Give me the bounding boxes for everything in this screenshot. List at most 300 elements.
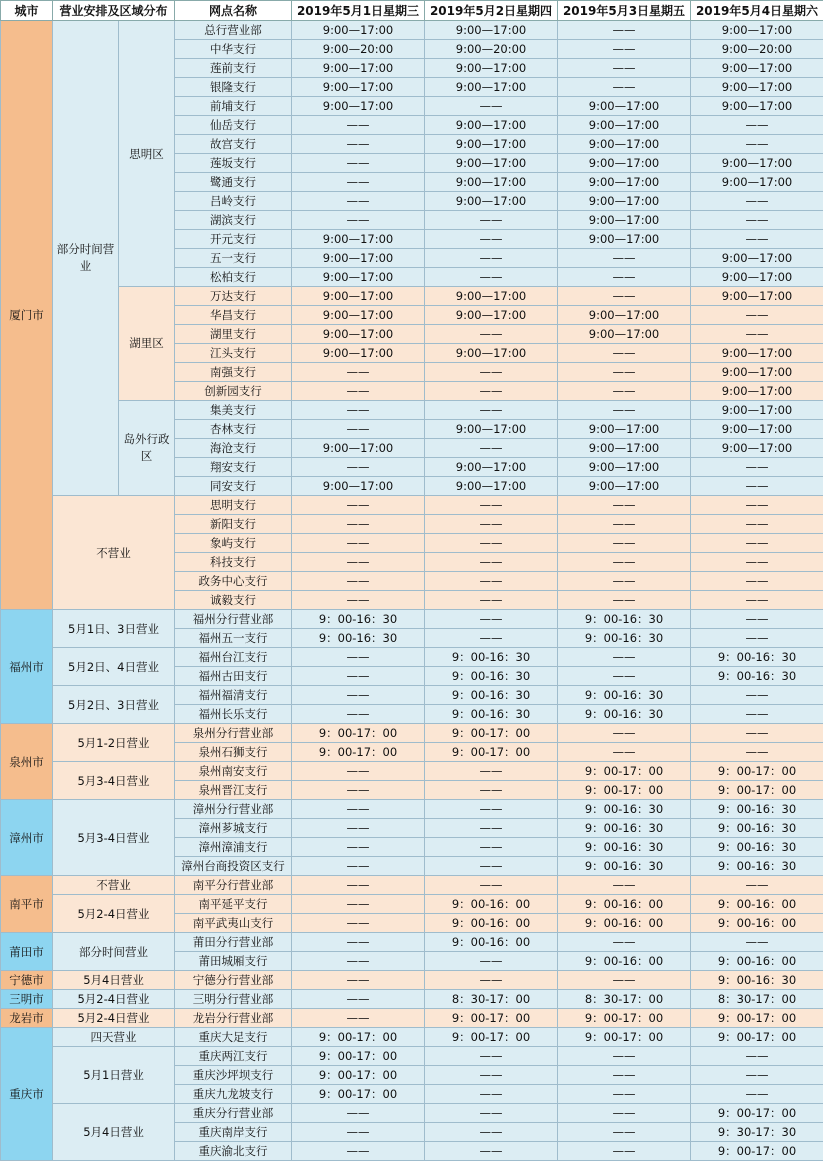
table-row [1, 990, 823, 1009]
branch-name-cell: 泉州晋江支行 [175, 781, 292, 800]
may2-hours-cell: 9：00-16：30 [425, 705, 558, 724]
may3-hours-cell: 9：00-17：00 [558, 781, 691, 800]
branch-name-cell: 开元支行 [175, 230, 292, 249]
branch-name-cell: 湖滨支行 [175, 211, 292, 230]
may3-hours-cell: 9:00—17:00 [558, 173, 691, 192]
branch-name-cell: 南平延平支行 [175, 895, 292, 914]
branch-name-cell: 泉州南安支行 [175, 762, 292, 781]
may3-hours-cell: —— [558, 382, 691, 401]
branch-name-cell: 莲坂支行 [175, 154, 292, 173]
branch-name-cell: 翔安支行 [175, 458, 292, 477]
arrangement-cell: 5月2-4日营业 [53, 1009, 175, 1028]
branch-name-cell: 海沧支行 [175, 439, 292, 458]
branch-name-cell: 福州五一支行 [175, 629, 292, 648]
table-row [1, 876, 823, 895]
arrangement-cell: 5月2日、4日营业 [53, 648, 175, 686]
branch-name-cell: 新阳支行 [175, 515, 292, 534]
may3-hours-cell: —— [558, 40, 691, 59]
may4-hours-cell: 9：00-17：00 [691, 1104, 823, 1123]
may4-hours-cell: —— [691, 933, 823, 952]
may2-hours-cell: —— [425, 268, 558, 287]
may2-hours-cell: 9:00—17:00 [425, 458, 558, 477]
table-row [1, 971, 823, 990]
header-arrangement: 营业安排及区域分布 [53, 1, 175, 21]
may4-hours-cell: 9:00—17:00 [691, 21, 823, 40]
arrangement-cell: 5月3-4日营业 [53, 762, 175, 800]
branch-name-cell: 杏林支行 [175, 420, 292, 439]
may3-hours-cell: —— [558, 1085, 691, 1104]
may4-hours-cell: —— [691, 192, 823, 211]
may1-hours-cell: 9：00-16：30 [292, 629, 425, 648]
branch-name-cell: 鹭通支行 [175, 173, 292, 192]
branch-name-cell: 福州分行营业部 [175, 610, 292, 629]
arrangement-cell: 5月2-4日营业 [53, 990, 175, 1009]
may2-hours-cell: 9:00—17:00 [425, 154, 558, 173]
may1-hours-cell: —— [292, 648, 425, 667]
may4-hours-cell: —— [691, 306, 823, 325]
may2-hours-cell: —— [425, 249, 558, 268]
may3-hours-cell: —— [558, 59, 691, 78]
may3-hours-cell: 9:00—17:00 [558, 420, 691, 439]
arrangement-cell: 部分时间营业 [53, 933, 175, 971]
may1-hours-cell: —— [292, 686, 425, 705]
may4-hours-cell: 9：00-16：30 [691, 819, 823, 838]
may2-hours-cell: —— [425, 439, 558, 458]
may3-hours-cell: 9：00-16：30 [558, 819, 691, 838]
may1-hours-cell: —— [292, 819, 425, 838]
may3-hours-cell: 9：00-16：30 [558, 857, 691, 876]
may1-hours-cell: —— [292, 458, 425, 477]
arrangement-cell: 5月2-4日营业 [53, 895, 175, 933]
may1-hours-cell: 9：00-17：00 [292, 743, 425, 762]
may3-hours-cell: —— [558, 667, 691, 686]
branch-name-cell: 华昌支行 [175, 306, 292, 325]
branch-name-cell: 南平武夷山支行 [175, 914, 292, 933]
may3-hours-cell: 9：00-17：00 [558, 762, 691, 781]
may1-hours-cell: —— [292, 876, 425, 895]
branch-name-cell: 莲前支行 [175, 59, 292, 78]
may4-hours-cell: 9：00-17：00 [691, 1028, 823, 1047]
arrangement-cell: 5月1-2日营业 [53, 724, 175, 762]
may2-hours-cell: —— [425, 629, 558, 648]
may4-hours-cell: —— [691, 610, 823, 629]
branch-name-cell: 南平分行营业部 [175, 876, 292, 895]
may3-hours-cell: 9：00-16：30 [558, 838, 691, 857]
branch-name-cell: 中华支行 [175, 40, 292, 59]
branch-name-cell: 重庆分行营业部 [175, 1104, 292, 1123]
branch-name-cell: 龙岩分行营业部 [175, 1009, 292, 1028]
may4-hours-cell: —— [691, 876, 823, 895]
district-cell: 思明区 [119, 21, 175, 287]
may1-hours-cell: —— [292, 363, 425, 382]
may2-hours-cell: —— [425, 382, 558, 401]
arrangement-cell: 不营业 [53, 876, 175, 895]
may3-hours-cell: —— [558, 933, 691, 952]
may2-hours-cell: 9：00-16：30 [425, 648, 558, 667]
header-may4: 2019年5月4日星期六 [691, 1, 823, 21]
arrangement-cell: 不营业 [53, 496, 175, 610]
may1-hours-cell: 9:00—17:00 [292, 21, 425, 40]
may2-hours-cell: 9：00-16：00 [425, 895, 558, 914]
may4-hours-cell: 9：00-16：30 [691, 667, 823, 686]
may1-hours-cell: 9:00—17:00 [292, 325, 425, 344]
table-row [1, 762, 823, 781]
city-cell: 福州市 [1, 610, 53, 724]
city-cell: 三明市 [1, 990, 53, 1009]
may2-hours-cell: —— [425, 230, 558, 249]
may1-hours-cell: —— [292, 971, 425, 990]
may2-hours-cell: —— [425, 800, 558, 819]
may2-hours-cell: —— [425, 1123, 558, 1142]
branch-name-cell: 总行营业部 [175, 21, 292, 40]
may1-hours-cell: 9：00-16：30 [292, 610, 425, 629]
may2-hours-cell: 9:00—17:00 [425, 344, 558, 363]
may1-hours-cell: —— [292, 591, 425, 610]
may4-hours-cell: 9:00—17:00 [691, 363, 823, 382]
branch-name-cell: 福州古田支行 [175, 667, 292, 686]
may2-hours-cell: 9：00-16：00 [425, 914, 558, 933]
arrangement-cell: 5月2日、3日营业 [53, 686, 175, 724]
may2-hours-cell: —— [425, 610, 558, 629]
header-may2: 2019年5月2日星期四 [425, 1, 558, 21]
header-row [1, 1, 823, 21]
branch-name-cell: 重庆渝北支行 [175, 1142, 292, 1161]
table-row [1, 724, 823, 743]
header-may1: 2019年5月1日星期三 [292, 1, 425, 21]
may2-hours-cell: —— [425, 325, 558, 344]
branch-name-cell: 政务中心支行 [175, 572, 292, 591]
may2-hours-cell: 9：00-17：00 [425, 724, 558, 743]
may4-hours-cell: 9：30-17：30 [691, 1123, 823, 1142]
city-cell: 莆田市 [1, 933, 53, 971]
may4-hours-cell: 9:00—17:00 [691, 344, 823, 363]
may1-hours-cell: —— [292, 857, 425, 876]
table-row [1, 800, 823, 819]
may1-hours-cell: —— [292, 914, 425, 933]
may3-hours-cell: —— [558, 21, 691, 40]
may2-hours-cell: 9:00—17:00 [425, 135, 558, 154]
may2-hours-cell: —— [425, 1047, 558, 1066]
may1-hours-cell: 9：00-17：00 [292, 1028, 425, 1047]
may4-hours-cell: 9:00—17:00 [691, 268, 823, 287]
may4-hours-cell: 9:00—17:00 [691, 401, 823, 420]
branch-name-cell: 漳州芗城支行 [175, 819, 292, 838]
may4-hours-cell: 9:00—17:00 [691, 154, 823, 173]
may3-hours-cell: 9：00-16：30 [558, 705, 691, 724]
may4-hours-cell: 9:00—17:00 [691, 287, 823, 306]
may1-hours-cell: 9：00-17：00 [292, 1066, 425, 1085]
may4-hours-cell: 9:00—20:00 [691, 40, 823, 59]
may2-hours-cell: 8：30-17：00 [425, 990, 558, 1009]
branch-name-cell: 莆田城厢支行 [175, 952, 292, 971]
may4-hours-cell: —— [691, 1066, 823, 1085]
may2-hours-cell: —— [425, 1104, 558, 1123]
may1-hours-cell: 9:00—17:00 [292, 97, 425, 116]
may3-hours-cell: —— [558, 401, 691, 420]
may3-hours-cell: —— [558, 268, 691, 287]
may2-hours-cell: —— [425, 591, 558, 610]
may4-hours-cell: 8：30-17：00 [691, 990, 823, 1009]
may1-hours-cell: —— [292, 667, 425, 686]
branch-name-cell: 泉州分行营业部 [175, 724, 292, 743]
may1-hours-cell: —— [292, 116, 425, 135]
may2-hours-cell: 9：00-17：00 [425, 1009, 558, 1028]
may2-hours-cell: 9:00—17:00 [425, 173, 558, 192]
may4-hours-cell: —— [691, 230, 823, 249]
may2-hours-cell: —— [425, 857, 558, 876]
may4-hours-cell: 9：00-16：00 [691, 952, 823, 971]
branch-name-cell: 创新园支行 [175, 382, 292, 401]
may4-hours-cell: 9：00-17：00 [691, 781, 823, 800]
may4-hours-cell: —— [691, 1085, 823, 1104]
may2-hours-cell: 9:00—20:00 [425, 40, 558, 59]
table-row [1, 496, 823, 515]
may4-hours-cell: 9:00—17:00 [691, 173, 823, 192]
branch-name-cell: 漳州分行营业部 [175, 800, 292, 819]
branch-name-cell: 象屿支行 [175, 534, 292, 553]
may2-hours-cell: 9:00—17:00 [425, 21, 558, 40]
may3-hours-cell: 9:00—17:00 [558, 306, 691, 325]
may3-hours-cell: —— [558, 287, 691, 306]
may3-hours-cell: 8：30-17：00 [558, 990, 691, 1009]
may1-hours-cell: —— [292, 762, 425, 781]
may4-hours-cell: 9:00—17:00 [691, 439, 823, 458]
may2-hours-cell: —— [425, 1085, 558, 1104]
may3-hours-cell: 9：00-17：00 [558, 1009, 691, 1028]
city-cell: 漳州市 [1, 800, 53, 876]
may1-hours-cell: —— [292, 1123, 425, 1142]
may4-hours-cell: —— [691, 1047, 823, 1066]
may1-hours-cell: —— [292, 895, 425, 914]
may4-hours-cell: 9：00-17：00 [691, 1009, 823, 1028]
may3-hours-cell: 9：00-16：00 [558, 952, 691, 971]
may3-hours-cell: 9:00—17:00 [558, 325, 691, 344]
may4-hours-cell: —— [691, 591, 823, 610]
table-row [1, 1028, 823, 1047]
may4-hours-cell: —— [691, 553, 823, 572]
may2-hours-cell: —— [425, 971, 558, 990]
may4-hours-cell: —— [691, 705, 823, 724]
may1-hours-cell: —— [292, 952, 425, 971]
may2-hours-cell: —— [425, 515, 558, 534]
may1-hours-cell: —— [292, 990, 425, 1009]
may2-hours-cell: 9:00—17:00 [425, 420, 558, 439]
header-city: 城市 [1, 1, 53, 21]
may4-hours-cell: —— [691, 116, 823, 135]
may3-hours-cell: —— [558, 249, 691, 268]
may2-hours-cell: —— [425, 952, 558, 971]
branch-name-cell: 故宫支行 [175, 135, 292, 154]
may3-hours-cell: 9:00—17:00 [558, 116, 691, 135]
may3-hours-cell: —— [558, 591, 691, 610]
may2-hours-cell: 9：00-17：00 [425, 743, 558, 762]
city-cell: 龙岩市 [1, 1009, 53, 1028]
branch-name-cell: 思明支行 [175, 496, 292, 515]
may1-hours-cell: —— [292, 192, 425, 211]
may2-hours-cell: 9:00—17:00 [425, 116, 558, 135]
may4-hours-cell: 9：00-16：30 [691, 971, 823, 990]
header-branch: 网点名称 [175, 1, 292, 21]
may2-hours-cell: 9：00-17：00 [425, 1028, 558, 1047]
may1-hours-cell: —— [292, 154, 425, 173]
may1-hours-cell: 9:00—17:00 [292, 230, 425, 249]
branch-name-cell: 吕岭支行 [175, 192, 292, 211]
may2-hours-cell: 9：00-16：30 [425, 667, 558, 686]
may1-hours-cell: —— [292, 781, 425, 800]
branch-name-cell: 仙岳支行 [175, 116, 292, 135]
may3-hours-cell: —— [558, 363, 691, 382]
may1-hours-cell: —— [292, 553, 425, 572]
may2-hours-cell: —— [425, 876, 558, 895]
may2-hours-cell: 9:00—17:00 [425, 78, 558, 97]
may2-hours-cell: —— [425, 572, 558, 591]
branch-name-cell: 江头支行 [175, 344, 292, 363]
table-row [1, 686, 823, 705]
may1-hours-cell: —— [292, 705, 425, 724]
may3-hours-cell: —— [558, 876, 691, 895]
may4-hours-cell: —— [691, 534, 823, 553]
may1-hours-cell: —— [292, 211, 425, 230]
may1-hours-cell: 9:00—17:00 [292, 306, 425, 325]
branch-name-cell: 宁德分行营业部 [175, 971, 292, 990]
table-row [1, 648, 823, 667]
branch-name-cell: 重庆沙坪坝支行 [175, 1066, 292, 1085]
city-cell: 重庆市 [1, 1028, 53, 1161]
branch-name-cell: 前埔支行 [175, 97, 292, 116]
may4-hours-cell: 9:00—17:00 [691, 97, 823, 116]
branch-name-cell: 同安支行 [175, 477, 292, 496]
may2-hours-cell: 9:00—17:00 [425, 59, 558, 78]
may1-hours-cell: —— [292, 1009, 425, 1028]
may2-hours-cell: —— [425, 496, 558, 515]
may3-hours-cell: —— [558, 1142, 691, 1161]
branch-name-cell: 诚毅支行 [175, 591, 292, 610]
may2-hours-cell: —— [425, 1142, 558, 1161]
may4-hours-cell: —— [691, 686, 823, 705]
may3-hours-cell: 9:00—17:00 [558, 97, 691, 116]
may3-hours-cell: —— [558, 1047, 691, 1066]
city-cell: 泉州市 [1, 724, 53, 800]
branch-name-cell: 五一支行 [175, 249, 292, 268]
may3-hours-cell: 9：00-16：00 [558, 914, 691, 933]
may4-hours-cell: 9：00-16：30 [691, 857, 823, 876]
may2-hours-cell: —— [425, 819, 558, 838]
may1-hours-cell: —— [292, 515, 425, 534]
may2-hours-cell: 9:00—17:00 [425, 477, 558, 496]
may2-hours-cell: 9：00-16：00 [425, 933, 558, 952]
branch-name-cell: 莆田分行营业部 [175, 933, 292, 952]
city-cell: 南平市 [1, 876, 53, 933]
may1-hours-cell: 9:00—17:00 [292, 78, 425, 97]
may3-hours-cell: —— [558, 1104, 691, 1123]
may4-hours-cell: —— [691, 572, 823, 591]
may2-hours-cell: 9:00—17:00 [425, 306, 558, 325]
may3-hours-cell: 9:00—17:00 [558, 192, 691, 211]
may2-hours-cell: —— [425, 762, 558, 781]
table-row [1, 895, 823, 914]
may3-hours-cell: 9:00—17:00 [558, 230, 691, 249]
may4-hours-cell: —— [691, 211, 823, 230]
arrangement-cell: 5月1日、3日营业 [53, 610, 175, 648]
branch-name-cell: 漳州漳浦支行 [175, 838, 292, 857]
may4-hours-cell: 9：00-17：00 [691, 762, 823, 781]
may1-hours-cell: 9：00-17：00 [292, 1047, 425, 1066]
may3-hours-cell: —— [558, 572, 691, 591]
may2-hours-cell: —— [425, 401, 558, 420]
may1-hours-cell: —— [292, 838, 425, 857]
may2-hours-cell: 9：00-16：30 [425, 686, 558, 705]
may2-hours-cell: —— [425, 838, 558, 857]
branch-name-cell: 福州台江支行 [175, 648, 292, 667]
branch-name-cell: 福州福清支行 [175, 686, 292, 705]
may4-hours-cell: 9:00—17:00 [691, 249, 823, 268]
may3-hours-cell: —— [558, 515, 691, 534]
may1-hours-cell: 9：00-17：00 [292, 1085, 425, 1104]
city-cell: 厦门市 [1, 21, 53, 610]
table-row [1, 287, 823, 306]
may1-hours-cell: —— [292, 933, 425, 952]
table-row [1, 1104, 823, 1123]
may1-hours-cell: —— [292, 572, 425, 591]
may1-hours-cell: —— [292, 173, 425, 192]
may4-hours-cell: —— [691, 724, 823, 743]
table-row [1, 21, 823, 40]
branch-name-cell: 银隆支行 [175, 78, 292, 97]
may3-hours-cell: —— [558, 648, 691, 667]
may3-hours-cell: 9：00-16：30 [558, 629, 691, 648]
may4-hours-cell: —— [691, 629, 823, 648]
may3-hours-cell: —— [558, 724, 691, 743]
may3-hours-cell: 9：00-17：00 [558, 1028, 691, 1047]
may1-hours-cell: —— [292, 800, 425, 819]
branch-name-cell: 湖里支行 [175, 325, 292, 344]
district-cell: 岛外行政区 [119, 401, 175, 496]
may2-hours-cell: —— [425, 97, 558, 116]
may1-hours-cell: 9:00—17:00 [292, 477, 425, 496]
may3-hours-cell: 9:00—17:00 [558, 439, 691, 458]
may4-hours-cell: —— [691, 325, 823, 344]
may2-hours-cell: 9:00—17:00 [425, 287, 558, 306]
branch-name-cell: 重庆九龙坡支行 [175, 1085, 292, 1104]
district-cell: 湖里区 [119, 287, 175, 401]
branch-name-cell: 科技支行 [175, 553, 292, 572]
may1-hours-cell: 9：00-17：00 [292, 724, 425, 743]
may3-hours-cell: —— [558, 1066, 691, 1085]
branch-name-cell: 泉州石狮支行 [175, 743, 292, 762]
may3-hours-cell: 9:00—17:00 [558, 458, 691, 477]
arrangement-cell: 5月3-4日营业 [53, 800, 175, 876]
may4-hours-cell: 9:00—17:00 [691, 420, 823, 439]
branch-name-cell: 南强支行 [175, 363, 292, 382]
table-row [1, 401, 823, 420]
may4-hours-cell: —— [691, 135, 823, 154]
may1-hours-cell: 9:00—17:00 [292, 344, 425, 363]
may3-hours-cell: 9：00-16：30 [558, 800, 691, 819]
may3-hours-cell: 9:00—17:00 [558, 477, 691, 496]
arrangement-cell: 5月4日营业 [53, 971, 175, 990]
may3-hours-cell: —— [558, 971, 691, 990]
branch-name-cell: 万达支行 [175, 287, 292, 306]
branch-name-cell: 漳州台商投资区支行 [175, 857, 292, 876]
may1-hours-cell: 9:00—17:00 [292, 249, 425, 268]
branch-name-cell: 三明分行营业部 [175, 990, 292, 1009]
may1-hours-cell: 9:00—17:00 [292, 268, 425, 287]
may1-hours-cell: 9:00—17:00 [292, 439, 425, 458]
may2-hours-cell: —— [425, 781, 558, 800]
may3-hours-cell: —— [558, 534, 691, 553]
may3-hours-cell: 9:00—17:00 [558, 154, 691, 173]
may4-hours-cell: 9:00—17:00 [691, 59, 823, 78]
